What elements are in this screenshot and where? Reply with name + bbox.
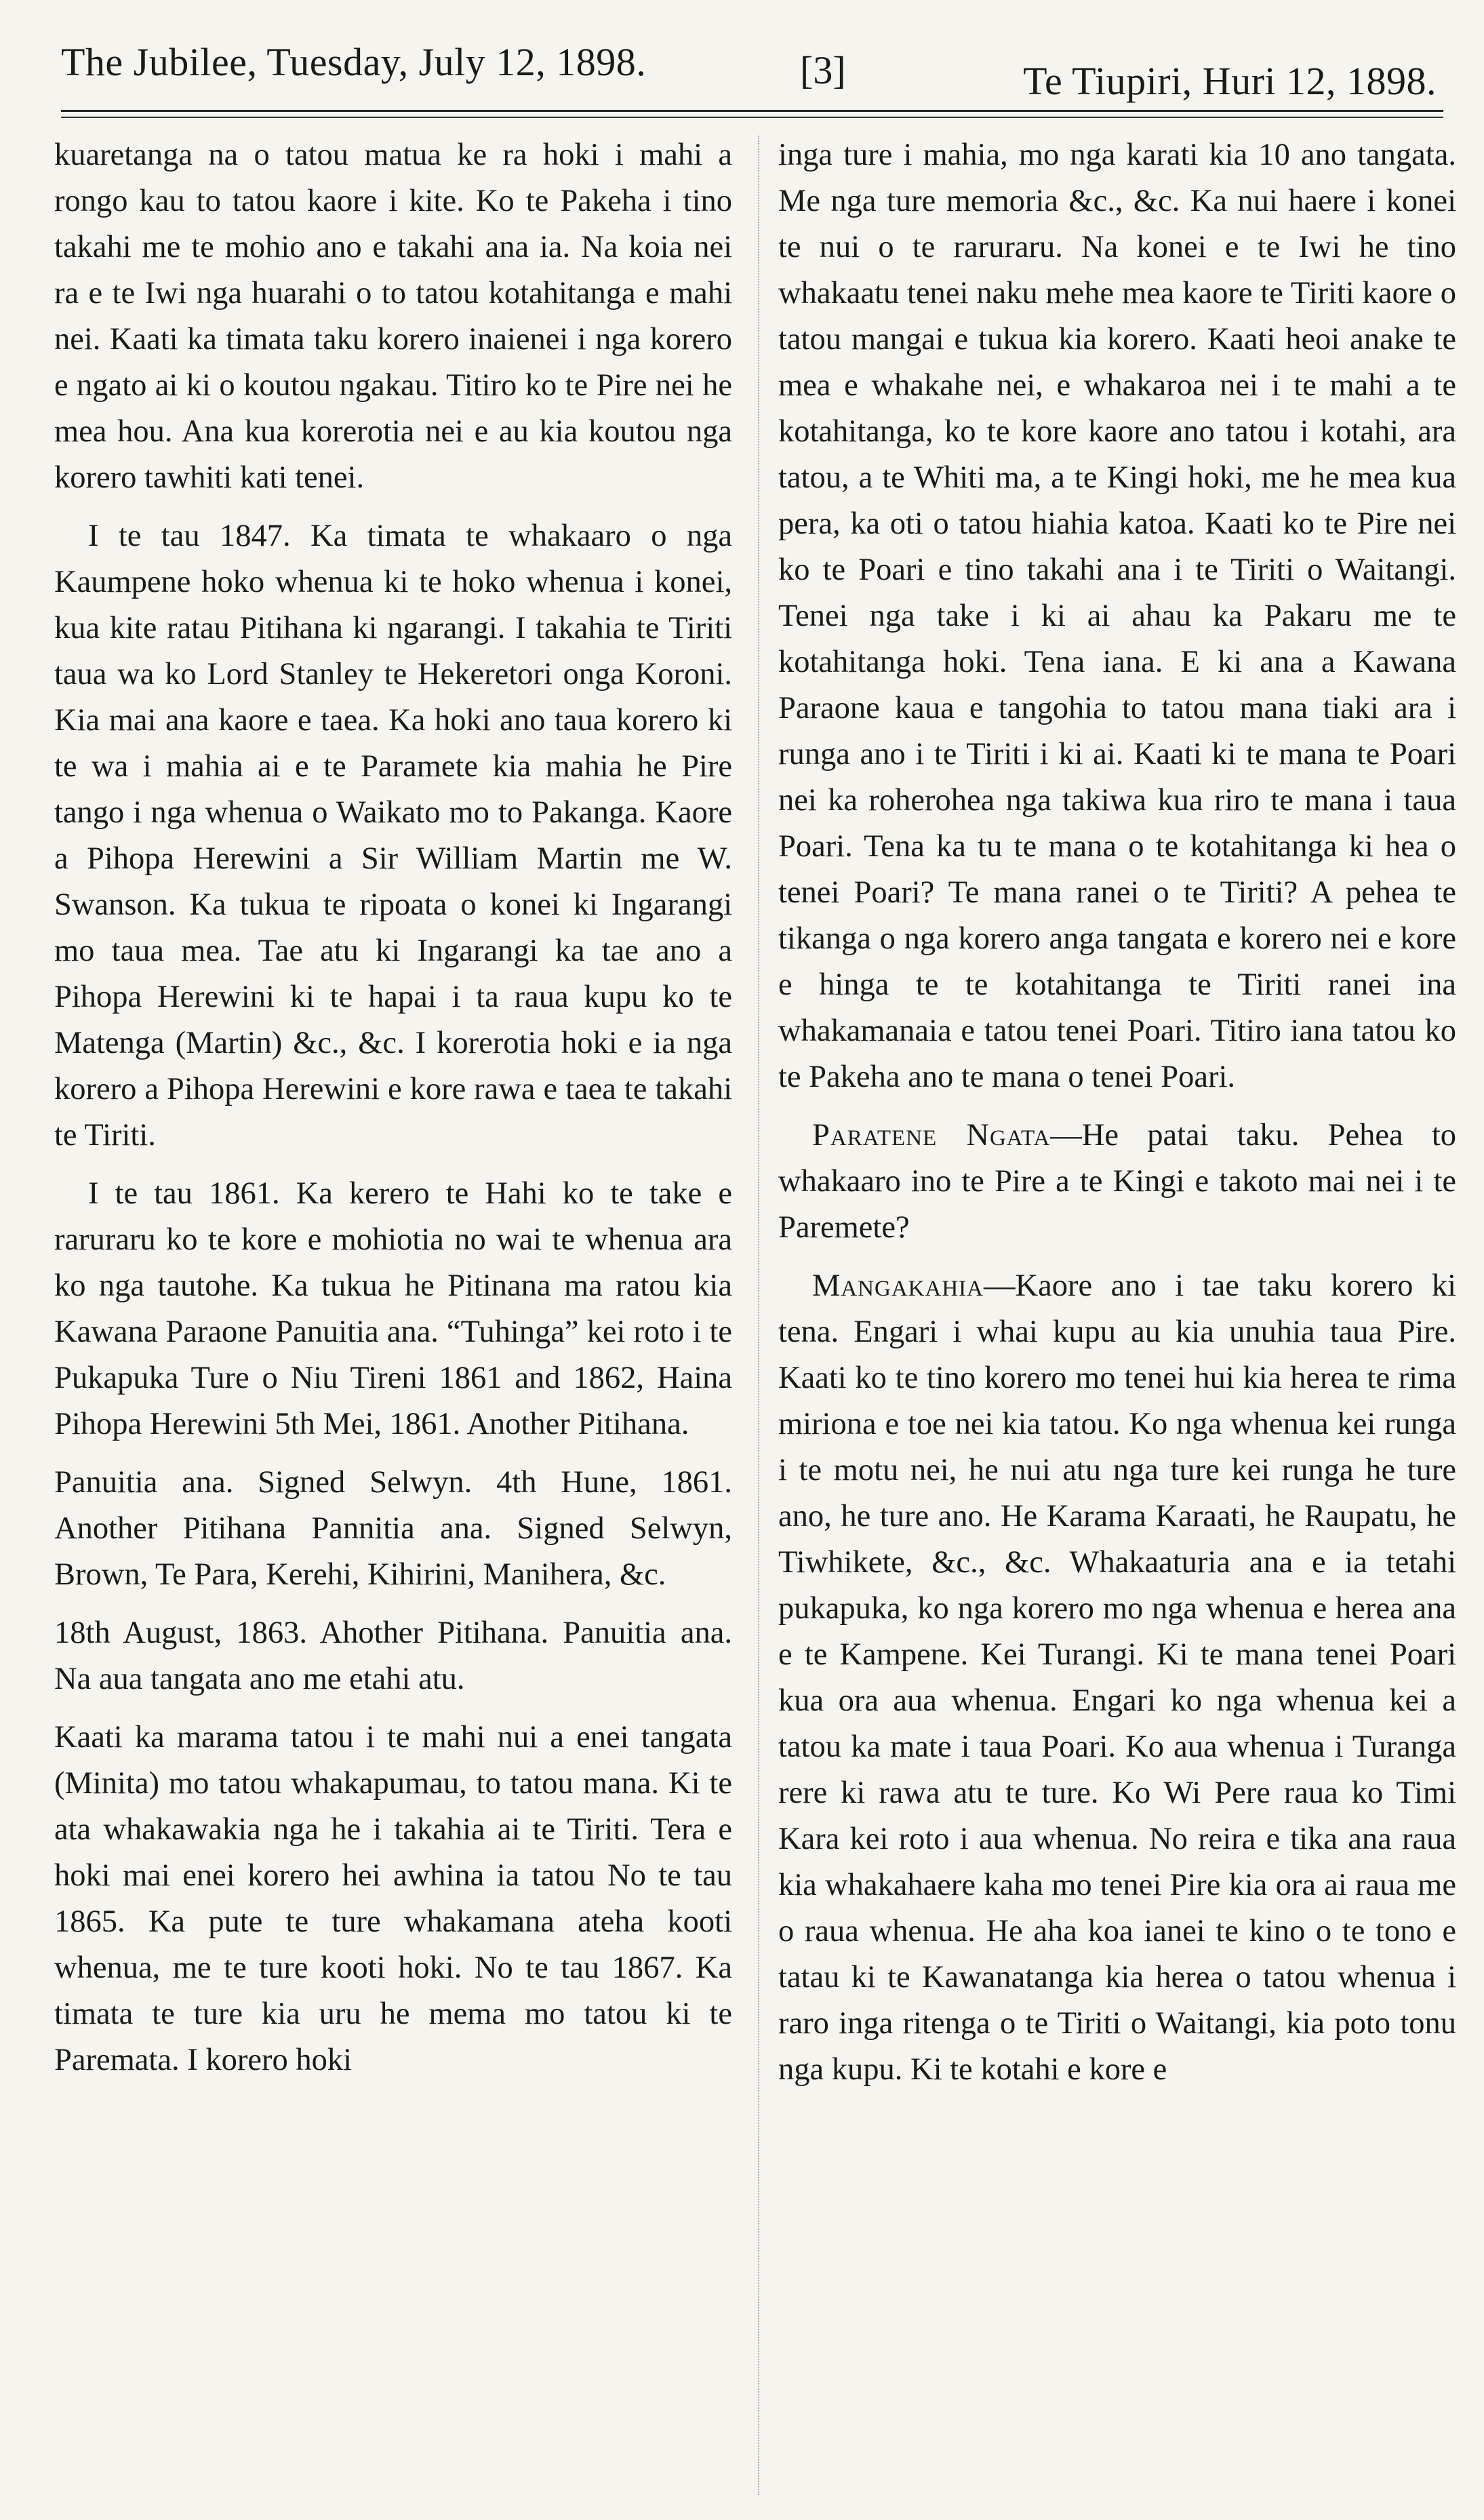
- paragraph: [54, 1715, 732, 2083]
- paragraph: [54, 1610, 732, 1702]
- paragraph-text: kuaretanga na o tatou matua ke ra hoki i mahi a rongo kau to tatou kaore i kite. Ko te Pakeha i tino takahi me te mohio ano e takahi ana ia. Na koia nei ra e te Iwi nga huarahi o to tatou kotahitanga e mahi nei. Kaati ka timata taku korero inaienei i nga korero e ngato ai ki o koutou ngakau. Titiro ko te Pire nei he mea hou. Ana kua korerotia nei e au kia koutou nga korero tawhiti kati tenei.: [54, 138, 732, 495]
- paragraph-text: I te tau 1861. Ka kerero te Hahi ko te take e raruraru ko te kore e mohiotia no wai te whenua ara ko nga tautohe. Ka tukua he Pitinana ma ratou kia Kawana Paraone Panuitia ana. “Tuhinga” kei roto i te Pukapuka Ture o Niu Tireni 1861 and 1862, Haina Pihopa Herewini 5th Mei, 1861. Another Pitihana.: [54, 1176, 732, 1441]
- paragraph-text: Panuitia ana. Signed Selwyn. 4th Hune, 1861. Another Pitihana Pannitia ana. Signed Selwyn, Brown, Te Para, Kerehi, Kihirini, Manihera, &c.: [54, 1465, 732, 1592]
- paragraph: [54, 1171, 732, 1447]
- paragraph: [54, 1460, 732, 1598]
- paragraph: [778, 132, 1456, 1100]
- paragraph-text: inga ture i mahia, mo nga karati kia 10 ano tangata. Me nga ture memoria &c., &c. Ka nui haere i konei te nui o te raruraru. Na konei e te Iwi he tino whakaatu tenei naku mehe mea kaore te Tiriti kaore o tatou mangai e tukua kia korero. Kaati heoi anake te mea e whakahe nei, e whakaroa nei i te mahi a te kotahitanga, ko te kore kaore ano tatou i kotahi, ara tatou, a te Whiti ma, a te Kingi hoki, me he mea kua pera, ka oti o tatou hiahia katoa. Kaati ko te Pire nei ko te Poari e tino takahi ana i te Tiriti o Waitangi. Tenei nga take i ki ai ahau ka Pakaru me te kotahitanga hoki. Tena iana. E ki ana a Kawana Paraone kaua e tangohia to tatou mana tiaki ara i runga ano i te Tiriti i ki ai. Kaati ki te mana te Poari nei ka roherohea nga takiwa kua riro te mana i taua Poari. Tena ka tu te mana o te kotahitanga ki hea o tenei Poari? Te mana ranei o te Tiriti? A pehea te tikanga o nga korero anga tangata e korero nei e kore e hinga te te kotahitanga te Tiriti ranei ina whakamanaia e tatou tenei Poari. Titiro iana tatou ko te Pakeha ano te mana o tenei Poari.: [778, 138, 1456, 1094]
- header-english-title: The Jubilee, Tuesday, July 12, 1898.: [61, 40, 647, 84]
- left-column: [54, 132, 732, 2498]
- paragraph: [778, 1113, 1456, 1251]
- paragraph-text: I te tau 1847. Ka timata te whakaaro o nga Kaumpene hoko whenua ki te hoko whenua i konei, kua kite ratau Pitihana ki ngarangi. I takahia te Tiriti taua wa ko Lord Stanley te Hekeretori onga Koroni. Kia mai ana kaore e taea. Ka hoki ano taua korero ki te wa i mahia ai e te Paramete kia mahia he Pire tango i nga whenua o Waikato mo to Pakanga. Kaore a Pihopa Herewini a Sir William Martin me W. Swanson. Ka tukua te ripoata o konei ki Ingarangi mo taua mea. Tae atu ki Ingarangi ka tae ano a Pihopa Herewini ki te hapai i ta raua kupu ko te Matenga (Martin) &c., &c. I korerotia hoki e ia nga korero a Pihopa Herewini e kore rawa e taea te takahi te Tiriti.: [54, 519, 732, 1153]
- speaker-name: Paratene Ngata: [812, 1118, 1051, 1153]
- paragraph: [54, 132, 732, 501]
- paragraph-text: Kaati ka marama tatou i te mahi nui a enei tangata (Minita) mo tatou whakapumau, to tatou mana. Ki te ata whakawakia nga he i takahia ai te Tiriti. Tera e hoki mai enei korero hei awhina ia tatou No te tau 1865. Ka pute te ture whakamana ateha kooti whenua, me te ture kooti hoki. No te tau 1867. Ka timata te ture kia uru he mema mo tatou ki te Paremata. I korero hoki: [54, 1720, 732, 2077]
- paragraph: [778, 1263, 1456, 2093]
- header-maori-title: Te Tiupiri, Huri 12, 1898.: [1023, 59, 1437, 103]
- paragraph-text: —Kaore ano i tae taku korero ki tena. Engari i whai kupu au kia unuhia taua Pire. Kaati ko te tino korero mo tenei hui kia herea te rima miriona e toe nei kia tatou. Ko nga whenua kei runga i te motu nei, he nui atu nga ture kei runga he ture ano, he ture ano. He Karama Karaati, he Raupatu, he Tiwhikete, &c., &c. Whakaaturia ana e ia tetahi pukapuka, ko nga korero mo nga whenua e herea ana e te Kampene. Kei Turangi. Ki te mana tenei Poari kua ora aua whenua. Engari ko nga whenua kei a tatou ka mate i taua Poari. Ko aua whenua i Turanga rere ki rawa atu te ture. Ko Wi Pere raua ko Timi Kara kei roto i aua whenua. No reira e tika ana raua kia whakahaere kaha mo tenei Pire kia ora ai raua me o raua whenua. He aha koa ianei te kino o te tono e tatau ki te Kawanatanga kia herea o tatou whenua i raro inga ritenga o te Tiriti o Waitangi, kia poto tonu nga kupu. Ki te kotahi e kore e: [778, 1268, 1456, 2087]
- header-rule-secondary: [61, 117, 1443, 118]
- right-column: [778, 132, 1456, 2498]
- paragraph-text: 18th August, 1863. Ahother Pitihana. Panuitia ana. Na aua tangata ano me etahi atu.: [54, 1616, 732, 1696]
- column-divider: [758, 136, 759, 2495]
- page-number: [3]: [800, 48, 846, 92]
- header-rule: [61, 110, 1443, 112]
- page-header: [54, 27, 1443, 108]
- speaker-name: Mangakahia: [812, 1268, 984, 1303]
- paragraph-text: —He patai taku. Pehea to whakaaro ino te Pire a te Kingi e takoto mai nei i te Paremete?: [778, 1118, 1456, 1245]
- paragraph: [54, 513, 732, 1159]
